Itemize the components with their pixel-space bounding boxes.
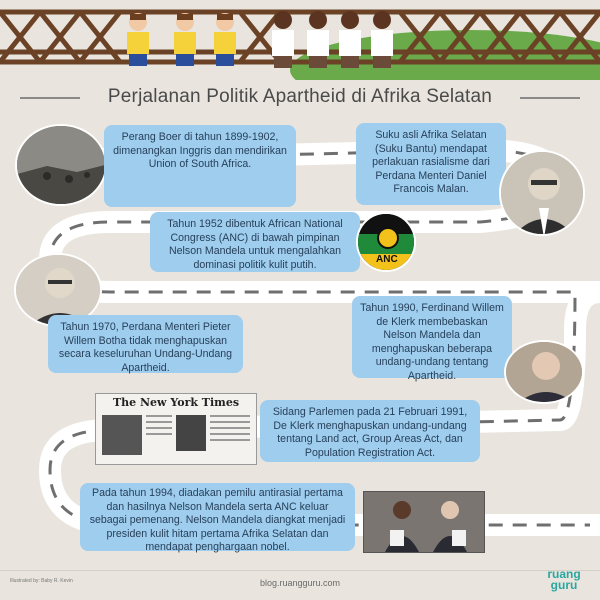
malan-portrait <box>499 150 585 236</box>
event-box-deklerk <box>352 296 512 382</box>
event-text-sidang: Sidang Parlemen pada 21 Februari 1991, De Klerk menghapuskan undang-undang tentang Land act, Group Areas Act, dan Population Registration Act. <box>272 406 468 459</box>
newspaper-masthead: The New York Times <box>112 396 240 409</box>
war-photo <box>15 124 107 206</box>
event-text-bantu: Suku asli Afrika Selatan (Suku Bantu) mendapat perlakuan rasialisme dari Perdana Menteri Daniel Francois Malan. <box>372 129 490 196</box>
event-box-sidang <box>260 400 480 462</box>
footer-url-link[interactable]: blog.ruangguru.com <box>259 578 341 588</box>
newspaper <box>95 393 257 465</box>
mandela-nobel-photo <box>363 491 485 553</box>
logo-line-1: ruang <box>547 567 581 581</box>
event-text-pemilu: Pada tahun 1994, diadakan pemilu antirasial pertama dan hasilnya Nelson Mandela serta ANC keluar sebagai pemenang. Nelson Mandela diangkat menjadi presiden kulit hitam pertama Afrika Selatan dan mendapat penghargaan nobel. <box>89 487 346 554</box>
anc-logo <box>356 212 416 272</box>
event-box-bantu <box>356 123 506 205</box>
event-box-boer <box>104 125 296 207</box>
footer-divider <box>0 570 600 571</box>
ruangguru-logo <box>542 569 586 591</box>
event-text-anc: Tahun 1952 dibentuk African National Congress (ANC) di bawah pimpinan Nelson Mandela untuk mengalahkan dominasi politik kulit putih. <box>167 218 343 271</box>
de-klerk-portrait <box>504 340 584 404</box>
event-text-botha: Tahun 1970, Perdana Menteri Pieter Willem Botha tidak menghapuskan secara keseluruhan Undang-Undang Apartheid. <box>58 321 233 374</box>
event-text-boer: Perang Boer di tahun 1899-1902, dimenangkan Inggris dan mendirikan Union of South Africa. <box>113 131 287 171</box>
logo-line-2: guru <box>550 578 578 592</box>
event-box-botha <box>48 315 243 373</box>
page-title: Perjalanan Politik Apartheid di Afrika Selatan <box>107 86 493 107</box>
event-text-deklerk: Tahun 1990, Ferdinand Willem de Klerk membebaskan Nelson Mandela dan menghapuskan beberapa undang-undang tentang Apartheid. <box>360 302 504 382</box>
event-box-pemilu <box>80 483 355 554</box>
anc-logo-text: ANC <box>376 254 398 265</box>
event-box-anc <box>150 212 360 272</box>
illustration-credit: Illustrated by: Baby R. Kevin <box>10 578 73 584</box>
